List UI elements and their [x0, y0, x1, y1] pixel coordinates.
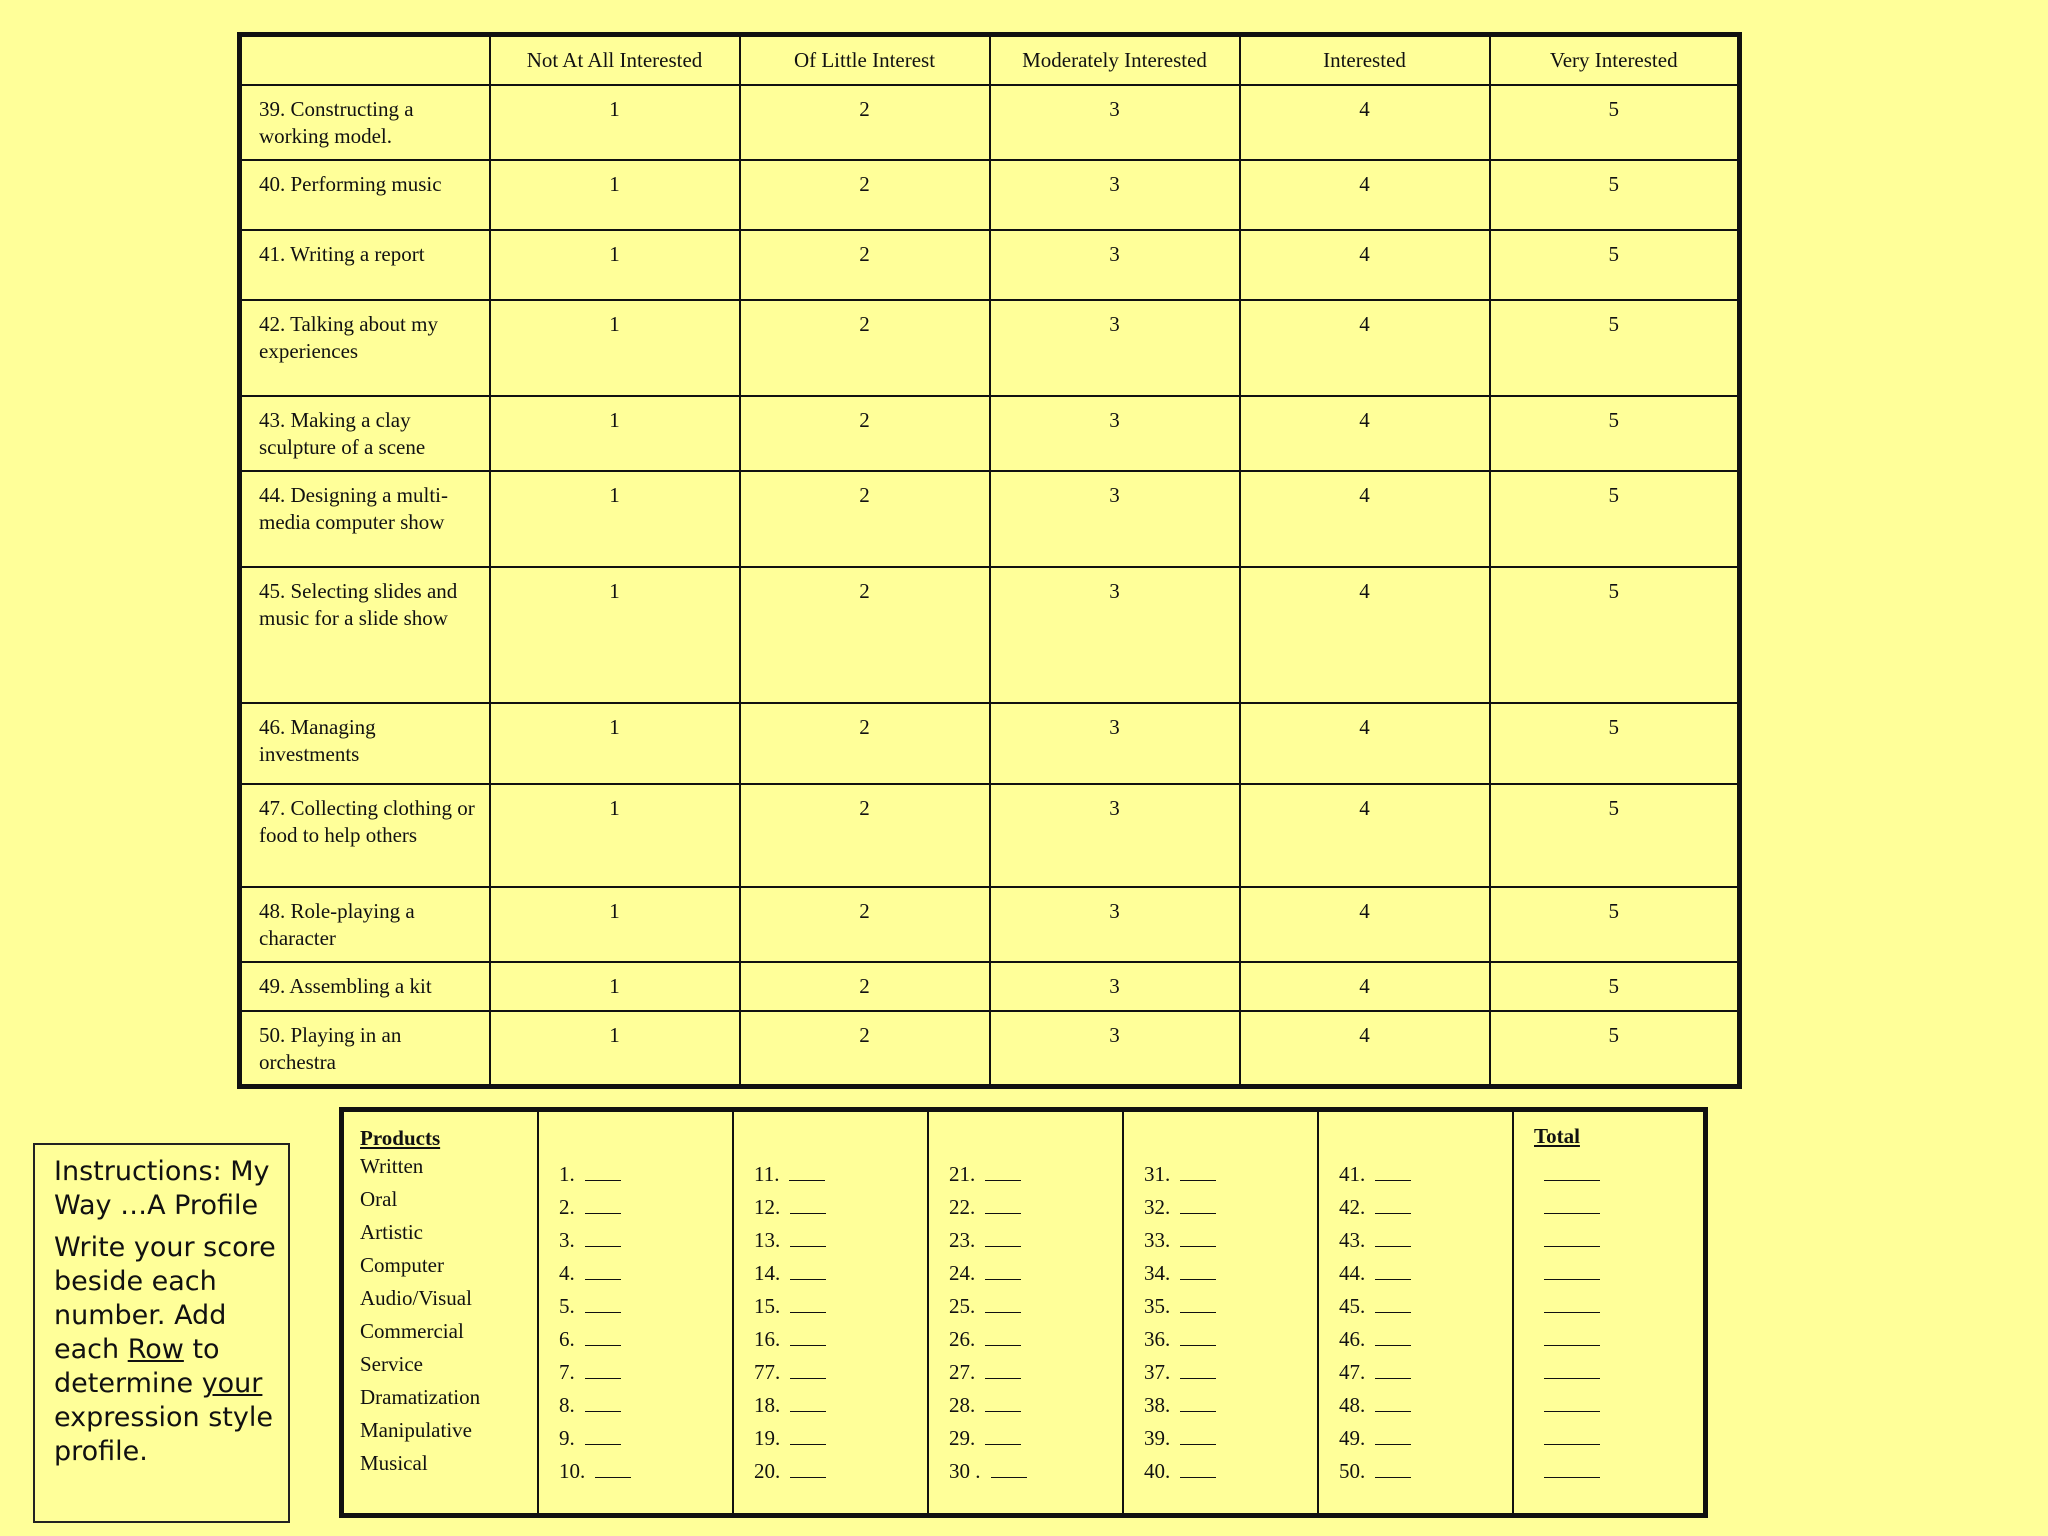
item-number: 27. [949, 1360, 976, 1384]
item-label: 39. Constructing a working model. [240, 85, 490, 160]
score-entry [1339, 1158, 1512, 1191]
product-label: Dramatization [360, 1385, 481, 1409]
total-blank[interactable] [1544, 1181, 1600, 1214]
rating-option[interactable]: 4 [1240, 230, 1490, 300]
rating-option[interactable]: 2 [740, 784, 990, 887]
table-row [240, 784, 1740, 887]
score-entry [1144, 1290, 1317, 1323]
product-label: Musical [360, 1451, 428, 1475]
score-entry [1144, 1257, 1317, 1290]
item-number: 49. [1339, 1426, 1366, 1450]
score-entry [949, 1389, 1122, 1422]
rating-option[interactable]: 4 [1240, 784, 1490, 887]
product-label: Artistic [360, 1220, 423, 1244]
header-item [240, 35, 490, 86]
score-entry [1144, 1224, 1317, 1257]
product-label: Oral [360, 1187, 398, 1211]
score-entry [949, 1224, 1122, 1257]
item-number: 50. [1339, 1459, 1366, 1483]
rating-option[interactable]: 4 [1240, 396, 1490, 471]
item-number: 11. [754, 1162, 780, 1186]
score-entry [1339, 1356, 1512, 1389]
score-entry [949, 1191, 1122, 1224]
item-label: 43. Making a clay sculpture of a scene [240, 396, 490, 471]
score-entry [1339, 1422, 1512, 1455]
score-blank[interactable] [985, 1294, 1021, 1313]
total-blank[interactable] [1544, 1412, 1600, 1445]
total-blank[interactable] [1544, 1313, 1600, 1346]
score-blank[interactable] [985, 1162, 1021, 1181]
item-label: 44. Designing a multi-media computer show [240, 471, 490, 567]
rating-option[interactable]: 4 [1240, 300, 1490, 396]
rating-option[interactable]: 2 [740, 160, 990, 230]
item-number: 31. [1144, 1162, 1171, 1186]
rating-option[interactable]: 3 [990, 1011, 1240, 1086]
score-blank[interactable] [1375, 1360, 1411, 1379]
table-header-row [240, 35, 1740, 86]
score-blank[interactable] [585, 1360, 621, 1379]
score-entry [1339, 1290, 1512, 1323]
product-label: Audio/Visual [360, 1286, 472, 1310]
score-grid [339, 1107, 1708, 1518]
score-entry [754, 1356, 927, 1389]
rating-option[interactable]: 3 [990, 300, 1240, 396]
score-column-2 [734, 1112, 929, 1513]
product-label: Written [360, 1154, 424, 1178]
rating-option[interactable]: 2 [740, 567, 990, 703]
rating-option[interactable]: 3 [990, 160, 1240, 230]
rating-option[interactable]: 4 [1240, 567, 1490, 703]
item-number: 5. [559, 1294, 575, 1318]
instructions-body: Write your score beside each number. Add each Row to determine your expression style profile. [54, 1232, 276, 1467]
rating-option[interactable]: 1 [490, 300, 740, 396]
score-entry [559, 1356, 732, 1389]
score-column-4 [1124, 1112, 1319, 1513]
score-entry [949, 1290, 1122, 1323]
score-entry [1339, 1224, 1512, 1257]
rating-option[interactable]: 4 [1240, 160, 1490, 230]
item-number: 41. [1339, 1162, 1366, 1186]
rating-option[interactable]: 4 [1240, 962, 1490, 1011]
rating-option[interactable]: 2 [740, 85, 990, 160]
item-number: 43. [1339, 1228, 1366, 1252]
rating-option[interactable]: 4 [1240, 703, 1490, 784]
table-row [240, 1011, 1740, 1086]
rating-option[interactable]: 2 [740, 962, 990, 1011]
score-blank[interactable] [1375, 1195, 1411, 1214]
score-blank[interactable] [790, 1261, 826, 1280]
score-entry [1339, 1257, 1512, 1290]
item-number: 22. [949, 1195, 976, 1219]
rating-option[interactable]: 5 [1490, 784, 1740, 887]
rating-option[interactable]: 2 [740, 396, 990, 471]
item-label: 46. Managing investments [240, 703, 490, 784]
score-blank[interactable] [985, 1426, 1021, 1445]
score-entry [949, 1158, 1122, 1191]
table-row [240, 567, 1740, 703]
your-word: your [201, 1368, 263, 1399]
product-label: Computer [360, 1253, 444, 1277]
total-blank[interactable] [1544, 1346, 1600, 1379]
rating-option[interactable]: 3 [990, 230, 1240, 300]
rating-option[interactable]: 4 [1240, 471, 1490, 567]
table-row [240, 85, 1740, 160]
score-column-3 [929, 1112, 1124, 1513]
score-blank[interactable] [585, 1162, 621, 1181]
score-blank[interactable] [1375, 1294, 1411, 1313]
score-entry [949, 1257, 1122, 1290]
score-blank[interactable] [790, 1195, 826, 1214]
rating-option[interactable]: 1 [490, 160, 740, 230]
item-number: 35. [1144, 1294, 1171, 1318]
header-very-interested: Very Interested [1490, 35, 1740, 86]
score-entry [754, 1224, 927, 1257]
score-entry [949, 1455, 1122, 1488]
score-entry [1144, 1389, 1317, 1422]
header-not-at-all-interested: Not At All Interested [490, 35, 740, 86]
score-entry [559, 1422, 732, 1455]
score-entry [1339, 1323, 1512, 1356]
item-number: 32. [1144, 1195, 1171, 1219]
score-blank[interactable] [790, 1459, 826, 1478]
score-blank[interactable] [985, 1228, 1021, 1247]
interest-rating-table [237, 32, 1742, 1089]
item-number: 3. [559, 1228, 575, 1252]
header-moderately-interested: Moderately Interested [990, 35, 1240, 86]
score-entry [559, 1257, 732, 1290]
score-blank[interactable] [1375, 1261, 1411, 1280]
rating-option[interactable]: 3 [990, 471, 1240, 567]
score-entry [559, 1158, 732, 1191]
item-number: 26. [949, 1327, 976, 1351]
score-blank[interactable] [595, 1459, 631, 1478]
score-entry [559, 1389, 732, 1422]
rating-option[interactable]: 5 [1490, 300, 1740, 396]
rating-option[interactable]: 3 [990, 784, 1240, 887]
total-blank[interactable] [1544, 1247, 1600, 1280]
item-number: 29. [949, 1426, 976, 1450]
rating-option[interactable]: 1 [490, 703, 740, 784]
score-blank[interactable] [1180, 1294, 1216, 1313]
score-blank[interactable] [1180, 1393, 1216, 1412]
item-label: 42. Talking about my experiences [240, 300, 490, 396]
total-blank[interactable] [1544, 1445, 1600, 1478]
rating-option[interactable]: 2 [740, 703, 990, 784]
item-number: 25. [949, 1294, 976, 1318]
score-blank[interactable] [585, 1294, 621, 1313]
score-blank[interactable] [790, 1426, 826, 1445]
rating-option[interactable]: 5 [1490, 396, 1740, 471]
item-number: 20. [754, 1459, 781, 1483]
item-number: 40. [1144, 1459, 1171, 1483]
score-blank[interactable] [1180, 1228, 1216, 1247]
item-number: 34. [1144, 1261, 1171, 1285]
rating-option[interactable]: 3 [990, 396, 1240, 471]
products-header: Products [360, 1126, 441, 1150]
rating-option[interactable]: 3 [990, 567, 1240, 703]
rating-option[interactable]: 5 [1490, 85, 1740, 160]
item-number: 19. [754, 1426, 781, 1450]
products-column [344, 1112, 539, 1513]
score-entry [949, 1356, 1122, 1389]
score-entry [1144, 1323, 1317, 1356]
score-blank[interactable] [585, 1426, 621, 1445]
item-number: 47. [1339, 1360, 1366, 1384]
rating-option[interactable]: 1 [490, 1011, 740, 1086]
table-row [240, 703, 1740, 784]
total-blank[interactable] [1544, 1148, 1600, 1181]
table-row [240, 471, 1740, 567]
score-blank[interactable] [585, 1393, 621, 1412]
item-number: 77. [754, 1360, 781, 1384]
item-label: 45. Selecting slides and music for a slide show [240, 567, 490, 703]
score-entry [1144, 1158, 1317, 1191]
score-entry [754, 1422, 927, 1455]
score-blank[interactable] [790, 1294, 826, 1313]
score-entry [1339, 1455, 1512, 1488]
item-number: 9. [559, 1426, 575, 1450]
score-blank[interactable] [1180, 1360, 1216, 1379]
score-blank[interactable] [985, 1261, 1021, 1280]
rating-option[interactable]: 5 [1490, 703, 1740, 784]
score-blank[interactable] [985, 1360, 1021, 1379]
item-label: 47. Collecting clothing or food to help others [240, 784, 490, 887]
item-number: 36. [1144, 1327, 1171, 1351]
header-of-little-interest: Of Little Interest [740, 35, 990, 86]
item-number: 24. [949, 1261, 976, 1285]
rating-option[interactable]: 1 [490, 567, 740, 703]
rating-option[interactable]: 4 [1240, 85, 1490, 160]
item-number: 48. [1339, 1393, 1366, 1417]
score-entry [754, 1455, 927, 1488]
score-blank[interactable] [1375, 1327, 1411, 1346]
instructions-box [33, 1143, 290, 1523]
item-number: 18. [754, 1393, 781, 1417]
rating-option[interactable]: 1 [490, 962, 740, 1011]
score-blank[interactable] [1375, 1459, 1411, 1478]
table-row [240, 300, 1740, 396]
total-column [1514, 1112, 1703, 1513]
score-entry [559, 1224, 732, 1257]
score-blank[interactable] [1375, 1162, 1411, 1181]
score-entry [949, 1323, 1122, 1356]
score-entry [1144, 1191, 1317, 1224]
score-column-1 [539, 1112, 734, 1513]
rating-option[interactable]: 2 [740, 300, 990, 396]
item-number: 39. [1144, 1426, 1171, 1450]
score-blank[interactable] [585, 1327, 621, 1346]
item-number: 12. [754, 1195, 781, 1219]
table-row [240, 962, 1740, 1011]
score-blank[interactable] [790, 1228, 826, 1247]
item-label: 50. Playing in an orchestra [240, 1011, 490, 1086]
rating-option[interactable]: 4 [1240, 887, 1490, 962]
score-blank[interactable] [585, 1261, 621, 1280]
score-blank[interactable] [1180, 1162, 1216, 1181]
score-entry [1144, 1422, 1317, 1455]
item-number: 6. [559, 1327, 575, 1351]
score-blank[interactable] [790, 1360, 826, 1379]
rating-option[interactable]: 4 [1240, 1011, 1490, 1086]
item-number: 2. [559, 1195, 575, 1219]
item-number: 38. [1144, 1393, 1171, 1417]
product-label: Manipulative [360, 1418, 472, 1442]
item-number: 23. [949, 1228, 976, 1252]
score-entry [1144, 1356, 1317, 1389]
item-label: 48. Role-playing a character [240, 887, 490, 962]
item-label: 41. Writing a report [240, 230, 490, 300]
score-blank[interactable] [1180, 1459, 1216, 1478]
score-blank[interactable] [789, 1162, 825, 1181]
score-blank[interactable] [790, 1327, 826, 1346]
item-number: 14. [754, 1261, 781, 1285]
score-entry [754, 1323, 927, 1356]
rating-option[interactable]: 5 [1490, 1011, 1740, 1086]
rating-option[interactable]: 3 [990, 887, 1240, 962]
instructions-title: Instructions: My Way …A Profile [54, 1156, 270, 1221]
score-blank[interactable] [985, 1327, 1021, 1346]
product-label: Commercial [360, 1319, 464, 1343]
rating-option[interactable]: 3 [990, 962, 1240, 1011]
score-entry [559, 1290, 732, 1323]
rating-option[interactable]: 5 [1490, 471, 1740, 567]
rating-option[interactable]: 1 [490, 230, 740, 300]
item-number: 21. [949, 1162, 976, 1186]
score-blank[interactable] [1180, 1327, 1216, 1346]
table-row [240, 230, 1740, 300]
table-row [240, 396, 1740, 471]
score-entry [754, 1158, 927, 1191]
rating-option[interactable]: 3 [990, 703, 1240, 784]
rating-option[interactable]: 1 [490, 887, 740, 962]
score-entry [1339, 1191, 1512, 1224]
item-number: 4. [559, 1261, 575, 1285]
score-entry [559, 1323, 732, 1356]
score-blank[interactable] [1375, 1228, 1411, 1247]
item-number: 46. [1339, 1327, 1366, 1351]
score-blank[interactable] [1375, 1393, 1411, 1412]
rating-option[interactable]: 2 [740, 230, 990, 300]
table-row [240, 887, 1740, 962]
score-entry [754, 1290, 927, 1323]
item-number: 7. [559, 1360, 575, 1384]
header-interested: Interested [1240, 35, 1490, 86]
rating-option[interactable]: 2 [740, 471, 990, 567]
score-entry [754, 1257, 927, 1290]
item-label: 49. Assembling a kit [240, 962, 490, 1011]
score-entry [754, 1191, 927, 1224]
score-column-5 [1319, 1112, 1514, 1513]
item-number: 30 . [949, 1459, 981, 1483]
item-number: 16. [754, 1327, 781, 1351]
total-blank[interactable] [1544, 1379, 1600, 1412]
score-blank[interactable] [985, 1393, 1021, 1412]
total-blank[interactable] [1544, 1214, 1600, 1247]
item-number: 33. [1144, 1228, 1171, 1252]
item-number: 37. [1144, 1360, 1171, 1384]
product-label: Service [360, 1352, 423, 1376]
rating-option[interactable]: 5 [1490, 567, 1740, 703]
item-number: 45. [1339, 1294, 1366, 1318]
score-blank[interactable] [991, 1459, 1027, 1478]
score-blank[interactable] [985, 1195, 1021, 1214]
score-entry [559, 1455, 732, 1488]
rating-option[interactable]: 2 [740, 887, 990, 962]
score-blank[interactable] [585, 1228, 621, 1247]
rating-option[interactable]: 1 [490, 396, 740, 471]
rating-option[interactable]: 5 [1490, 887, 1740, 962]
rating-option[interactable]: 2 [740, 1011, 990, 1086]
score-blank[interactable] [1375, 1426, 1411, 1445]
item-number: 15. [754, 1294, 781, 1318]
score-entry [1144, 1455, 1317, 1488]
total-blank[interactable] [1544, 1280, 1600, 1313]
table-row [240, 160, 1740, 230]
item-number: 42. [1339, 1195, 1366, 1219]
item-label: 40. Performing music [240, 160, 490, 230]
rating-option[interactable]: 5 [1490, 962, 1740, 1011]
score-blank[interactable] [790, 1393, 826, 1412]
score-entry [754, 1389, 927, 1422]
score-entry [559, 1191, 732, 1224]
score-blank[interactable] [1180, 1261, 1216, 1280]
rating-option[interactable]: 1 [490, 471, 740, 567]
row-word: Row [127, 1334, 184, 1365]
score-blank[interactable] [1180, 1195, 1216, 1214]
rating-option[interactable]: 1 [490, 85, 740, 160]
score-blank[interactable] [1180, 1426, 1216, 1445]
item-number: 8. [559, 1393, 575, 1417]
rating-option[interactable]: 5 [1490, 230, 1740, 300]
rating-option[interactable]: 5 [1490, 160, 1740, 230]
rating-option[interactable]: 1 [490, 784, 740, 887]
score-blank[interactable] [585, 1195, 621, 1214]
total-header: Total [1534, 1124, 1580, 1148]
item-number: 1. [559, 1162, 575, 1186]
item-number: 13. [754, 1228, 781, 1252]
score-entry [949, 1422, 1122, 1455]
item-number: 28. [949, 1393, 976, 1417]
item-number: 10. [559, 1459, 586, 1483]
rating-option[interactable]: 3 [990, 85, 1240, 160]
score-entry [1339, 1389, 1512, 1422]
item-number: 44. [1339, 1261, 1366, 1285]
